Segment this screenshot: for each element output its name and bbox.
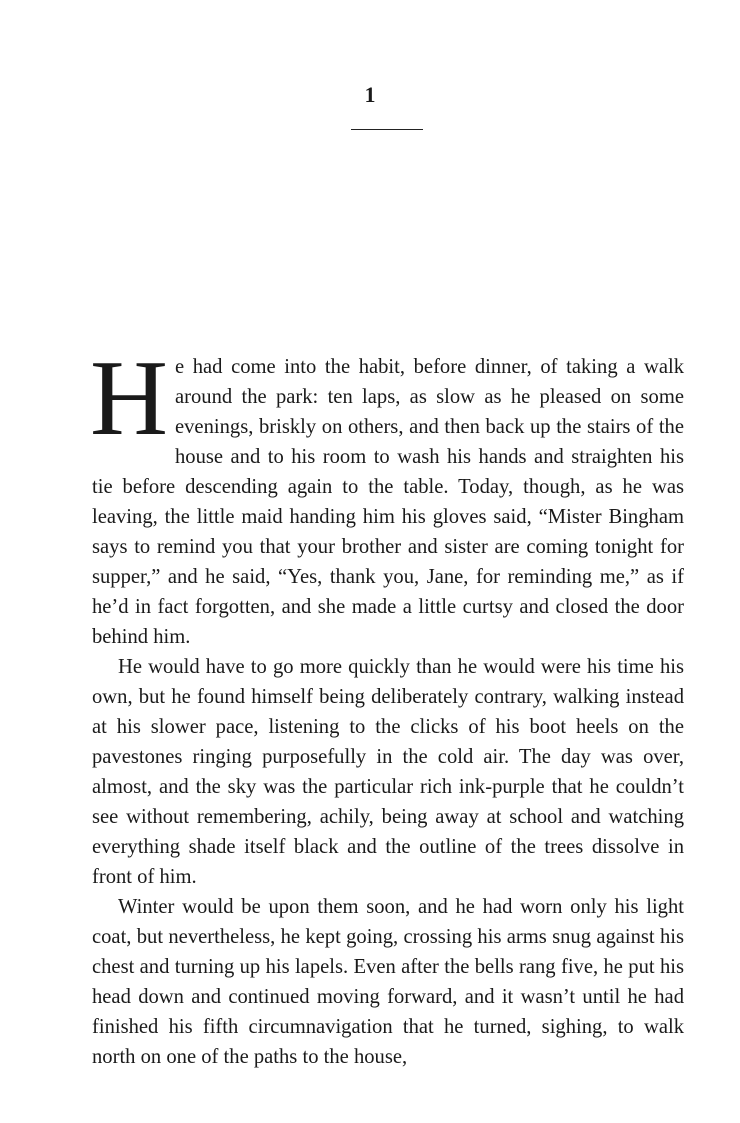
paragraph-1 bbox=[90, 339, 684, 652]
paragraph-2: He would have to go more quickly than he would were his time his own, but he found himself being deliberately contrary, walking instead at his slower pace, listening to the clicks of his boot heels on the pavestones ringing purposefully in the cold air. The day was over, almost, and the sky was the particular rich ink-purple that he couldn’t see without remembering, achily, being away at school and watching everything shade itself black and the outline of the trees dissolve in front of him. bbox=[92, 656, 684, 888]
paragraph-1-text: e had come into the habit, before dinner, of taking a walk around the park: ten laps, as slow as he pleased on some evenings, briskly on others, and then back up the stairs of the house and to his room to wash his hands and straighten his tie before descending again to the table. Today, though, as he was leaving, the little maid handing him his gloves said, “Mister Bingham says to remind you that your brother and sister are coming tonight for supper,” and he said, “Yes, thank you, Jane, for reminding me,” as if he’d in fact forgotten, and she made a little curtsy and closed the door behind him. bbox=[92, 356, 684, 648]
chapter-number: 1 bbox=[364, 82, 376, 107]
chapter-body bbox=[90, 339, 684, 1072]
paragraph-3: Winter would be upon them soon, and he had worn only his light coat, but nevertheless, he kept going, crossing his arms snug against his chest and turning up his lapels. Even after the bells rang five, he put his head down and continued moving forward, and it wasn’t until he had finished his fifth circumnavigation that he turned, sighing, to walk north on one of the paths to the house, bbox=[92, 896, 684, 1068]
chapter-divider bbox=[351, 129, 423, 130]
drop-cap: H bbox=[90, 339, 168, 458]
